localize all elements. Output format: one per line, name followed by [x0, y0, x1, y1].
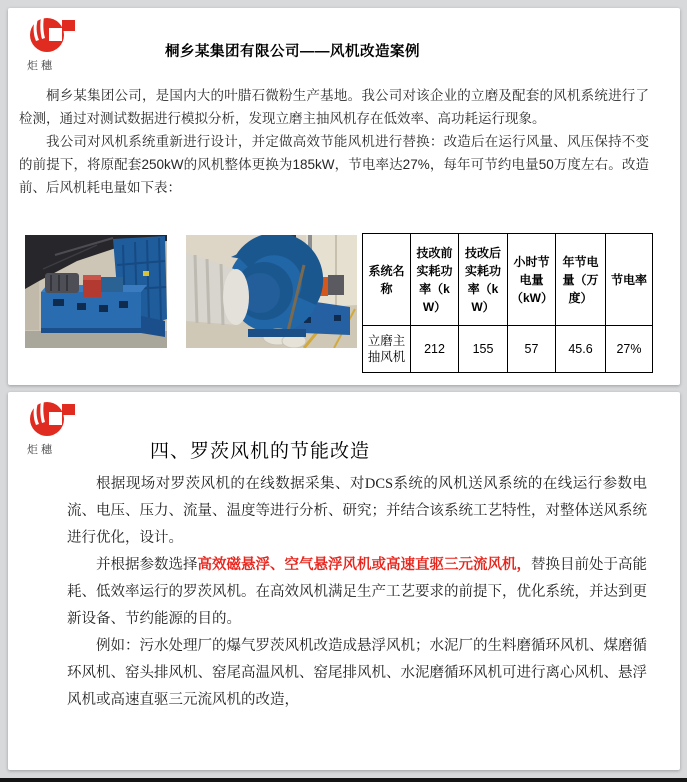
cell-yearly-saving: 45.6 — [556, 326, 606, 373]
bottom-window-edge — [0, 778, 687, 782]
page2-paragraph-1: 根据现场对罗茨风机的在线数据采集、对DCS系统的风机送风系统的在线运行参数电流、电压、压力、流量、温度等进行分析、研究；并结合该系统工艺特性，对整体送风系统进行优化，设计。 — [67, 476, 647, 546]
col-header-system-name: 系统名称 — [363, 234, 411, 326]
para2-lead-text: 并根据参数选择 — [96, 557, 198, 573]
cell-saving-rate: 27% — [606, 326, 653, 373]
fan-photo-right — [186, 235, 357, 348]
col-header-power-after: 技改后实耗功率（kW） — [459, 234, 508, 326]
document-page-2 — [8, 392, 680, 770]
document-page-1 — [8, 8, 680, 385]
fan-photo-left — [25, 235, 167, 348]
energy-savings-table — [362, 233, 653, 373]
cell-hourly-saving: 57 — [508, 326, 556, 373]
page2-section-title: 四、罗茨风机的节能改造 — [150, 441, 371, 462]
col-header-hourly-saving: 小时节电量（kW） — [508, 234, 556, 326]
company-logo — [25, 14, 85, 73]
page2-paragraph-3: 例如：污水处理厂的爆气罗茨风机改造成悬浮风机；水泥厂的生料磨循环风机、煤磨循环风机、窑头排风机、窑尾高温风机、窑尾排风机、水泥磨循环风机可进行离心风机、悬浮风机或高速直驱三元流风机的改造， — [67, 638, 647, 708]
page2-body-text — [67, 471, 647, 714]
page1-paragraph-2: 我公司对风机系统重新进行设计，并定做高效节能风机进行替换：改造后在运行风量、风压保持不变的前提下，将原配套250kW的风机整体更换为185kW，节电率达27%，每年可节约电量50万度左右。改造前、后风机耗电量如下表： — [19, 134, 649, 195]
col-header-saving-rate: 节电率 — [606, 234, 653, 326]
para2-trailing-text: 替换目前处于高能耗、低效率运行的罗茨风机。在高效风机满足生产工艺要求的前提下，优化系统，并达到更新设备、节约能源的目的。 — [67, 557, 647, 627]
para2-red-highlight: 高效磁悬浮、空气悬浮风机或高速直驱三元流风机， — [197, 557, 531, 573]
col-header-power-before: 技改前实耗功率（kW） — [411, 234, 459, 326]
page1-paragraph-1: 桐乡某集团公司，是国内大的叶腊石微粉生产基地。我公司对该企业的立磨及配套的风机系统进行了检测，通过对测试数据进行模拟分析，发现立磨主抽风机存在低效率、高功耗运行现象。 — [19, 88, 649, 126]
torch-flame-logo-icon — [25, 398, 77, 440]
page1-title: 桐乡某集团有限公司——风机改造案例 — [165, 44, 420, 60]
cell-power-after: 155 — [459, 326, 508, 373]
torch-flame-logo-icon — [25, 14, 77, 56]
cell-power-before: 212 — [411, 326, 459, 373]
col-header-yearly-saving: 年节电量（万度） — [556, 234, 606, 326]
fan-photos-row — [25, 235, 357, 348]
table-header-row — [363, 234, 653, 326]
table-data-row — [363, 326, 653, 373]
company-logo — [25, 398, 85, 457]
logo-text: 炬穗 — [27, 444, 55, 456]
cell-system-name: 立磨主抽风机 — [363, 326, 411, 373]
page1-body-text — [19, 84, 649, 199]
logo-text: 炬穗 — [27, 60, 55, 72]
page2-paragraph-2 — [67, 552, 647, 633]
